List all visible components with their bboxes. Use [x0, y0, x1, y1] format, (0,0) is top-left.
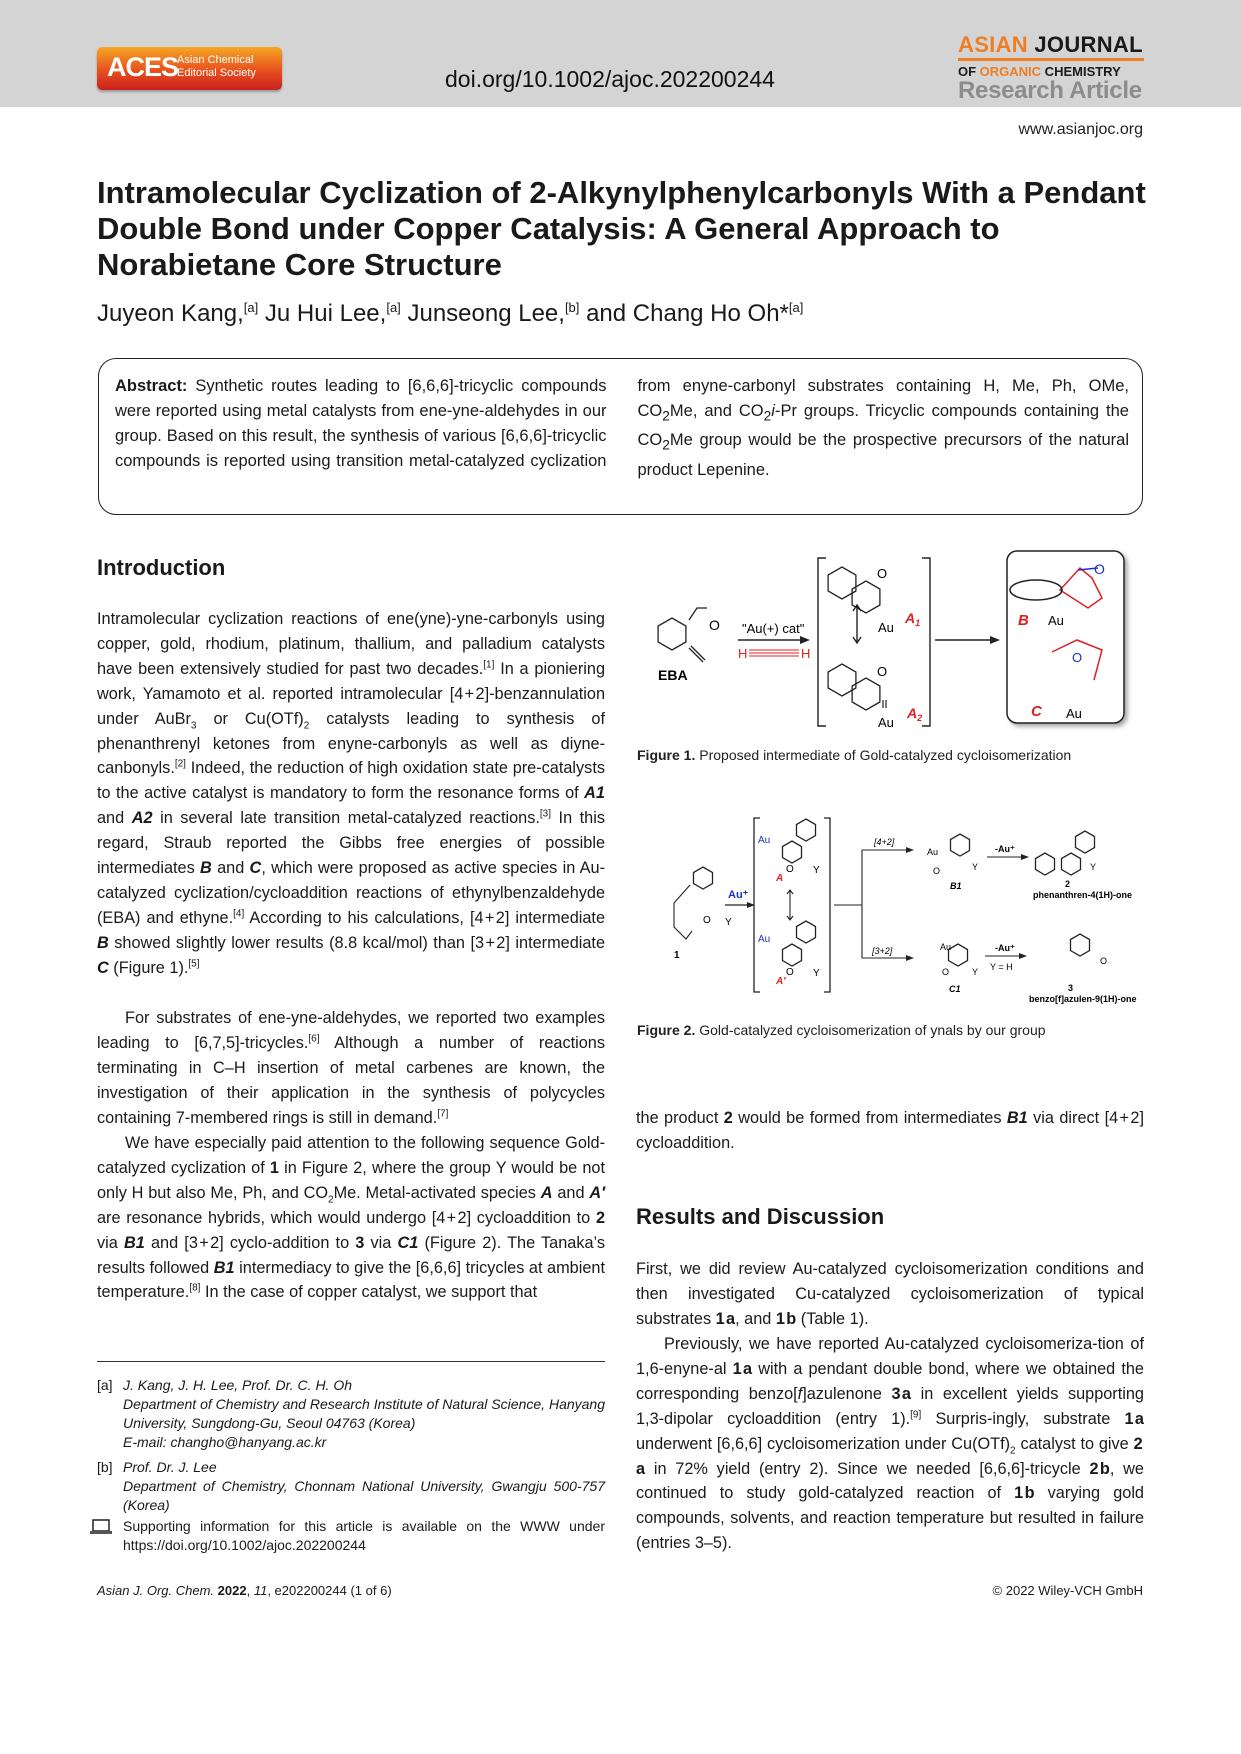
journal-logo-rule: [958, 58, 1144, 61]
a1-label: $A_1$: [905, 610, 921, 628]
footnote-a-label: [a]: [97, 1377, 113, 1393]
cmpd1-oxygen: O: [703, 915, 711, 926]
journal-logo-asian: ASIAN: [958, 32, 1028, 57]
computer-icon: [90, 1519, 112, 1534]
a-prime-y-label: Y: [813, 968, 820, 979]
resonance-arrow: [853, 605, 861, 643]
cmpd2-label: 2: [1065, 879, 1071, 889]
route-32-label: [3+2]: [872, 946, 893, 956]
cmpd2-ring-a: [1076, 831, 1095, 853]
y-equals-h-label: Y = H: [990, 962, 1013, 972]
abstract-box: [98, 358, 1143, 515]
figure-2-caption-text: Gold-catalyzed cycloisomerization of ynals by our group: [695, 1022, 1046, 1038]
cmpd3-name: benzo[f]azulen-9(1H)-one: [1029, 994, 1137, 1004]
c-gold-label: Au: [1066, 706, 1082, 721]
journal-logo-journal: JOURNAL: [1027, 32, 1143, 57]
footnote-a: J. Kang, J. H. Lee, Prof. Dr. C. H. Oh Department of Chemistry and Research Institute of Natural Science, Hanyang University, Sungdong-Gu, Seoul 04763 (Korea) E-mail: changho@hanyang.ac.kr: [123, 1377, 605, 1450]
a-prime-gold-label: Au: [758, 934, 771, 945]
b-oxygen-label: O: [1094, 561, 1105, 577]
b1-oxygen-label: O: [933, 866, 941, 876]
aces-logo-text: ACES: [107, 52, 179, 82]
gold-catalyst-label: Au⁺: [728, 889, 749, 901]
b1-benzene-ring: [951, 834, 970, 856]
footnote-b-label: [b]: [97, 1459, 113, 1475]
a-gold-label: Au: [758, 835, 771, 846]
figure-1-caption: [637, 747, 1071, 763]
alkyne-bond: [689, 646, 705, 662]
aces-logo[interactable]: [97, 47, 282, 90]
intro-paragraph-2: For substrates of ene-yne-aldehydes, we reported two examples leading to [6,7,5]-tricycles.[6] Although a number of reactions terminating in C–H insertion of metal carbenes are known, the investigation of their application in the synthesis of polycycles containing 7-membered rings is still in demand.[7]: [97, 1009, 605, 1127]
journal-logo-chemistry: CHEMISTRY: [1041, 64, 1121, 79]
gold-double-bond: [883, 700, 886, 708]
c1-label: C1: [949, 984, 961, 994]
cmpd1-chain: [674, 885, 692, 939]
results-heading: Results and Discussion: [636, 1204, 885, 1229]
a-benzene-ring: [797, 819, 816, 841]
article-title: Intramolecular Cyclization of 2-Alkynylphenylcarbonyls With a Pendant Double Bond under Copper Catalysis: A General Approach to Norabietane Core Structure: [97, 175, 1146, 282]
route-42-label: [4+2]: [874, 837, 895, 847]
eba-oxygen-label: O: [709, 617, 720, 633]
a-prime-benzene-ring: [797, 921, 816, 943]
cmpd2-y: Y: [1090, 862, 1097, 872]
minus-gold-label-1: -Au⁺: [995, 844, 1015, 854]
cmpd2-ring-c: [1036, 853, 1055, 875]
intro-paragraph-1: Intramolecular cyclization reactions of ene(yne)-yne-carbonyls using copper, gold, rhodium, platinum, thallium, and palladium catalysts have been extensively studied for past two decades.[1] In a pioniering work, Yamamoto et al. reported intramolecular [4 + 2]-benzannulation under AuBr$_3$ or $Cu(OTf)_2$ catalysts leading to synthesis of phenanthrenyl ketones from enyne-carbonyls as well as diyne-canbonyls.[2] Indeed, the reduction of high oxidation state pre-catalysts to the active catalyst is mandatory to form the resonance forms of A1 and A2 in several late transition metal-catalyzed reactions.[3] In this regard, Straub reported the Gibbs free energies of possible intermediates B and C, which were proposed as active species in Au-catalyzed cyclization/cycloaddition reactions of ethynylbenzaldehyde (EBA) and ethyne.[4] According to his calculations, [4 + 2] intermediate B showed slightly lower results (8.8 kcal/mol) than [3 + 2] intermediate C (Figure 1).[5]: [97, 610, 606, 977]
minus-gold-label-2: -Au⁺: [995, 943, 1015, 953]
resonance-arrow: [787, 890, 793, 920]
ethyne-h-left: H: [738, 646, 748, 661]
a-prime-oxygen-label: O: [786, 967, 794, 978]
footnote-divider: [97, 1361, 605, 1362]
eba-label: EBA: [658, 667, 688, 683]
b-label: B: [1018, 612, 1029, 629]
copyright-footer: © 2022 Wiley-VCH GmbH: [992, 1583, 1143, 1598]
c-oxygen-label: O: [1072, 650, 1083, 665]
supporting-information-note[interactable]: Supporting information for this article is available on the WWW under https://doi.org/10.1002/ajoc.202200244: [123, 1518, 605, 1553]
citation-footer: Asian J. Org. Chem. 2022, 11, e202200244 (1 of 6): [97, 1583, 392, 1598]
cmpd2-ring-b: [1062, 853, 1081, 875]
results-paragraph-1: First, we did review Au-catalyzed cycloisomerization conditions and then investigated Cu-catalyzed cycloisomerization of typical substrates 1 a, and 1 b (Table 1).: [636, 1260, 1144, 1328]
aces-logo-line1: Asian Chemical: [177, 54, 254, 66]
b1-label: B1: [950, 881, 962, 891]
figure-2-caption-label: Figure 2.: [637, 1022, 696, 1038]
c1-oxygen-label: O: [942, 967, 950, 977]
eba-benzene-ring: [658, 618, 686, 650]
figure-2-scheme: [640, 808, 1145, 1013]
abstract-text: Abstract: Synthetic routes leading to [6,6,6]-tricyclic compounds were reported using metal catalysts from ene-yne-aldehydes in our group. Based on this result, the synthesis of various [6,6,6]-tricyclic compounds is reported using transition metal-catalyzed cyclization from enyne-carbonyl substrates containing H, Me, Ph, OMe, $CO_2Me$, and $CO_2i-Pr$ groups. Tricyclic compounds containing the $CO_2Me$ group would be the prospective precursors of the natural product Lepenine.: [115, 377, 1129, 479]
a-label: A: [776, 873, 784, 884]
ethyne-triple-bond: [749, 650, 799, 656]
cmpd2-name: phenanthren-4(1H)-one: [1033, 890, 1132, 900]
resonance-bracket: [818, 558, 930, 726]
doi-link[interactable]: doi.org/10.1002/ajoc.202200244: [445, 66, 775, 92]
catalyst-label: "Au(+) cat": [742, 621, 805, 636]
intermediate-box: [1007, 551, 1124, 723]
a-prime-pyrylium-ring: [783, 944, 802, 966]
a1-oxygen-label: O: [877, 566, 888, 581]
b1-gold-label: Au: [927, 847, 939, 857]
arrow-head-1: [800, 636, 810, 644]
arrow-head-2: [990, 636, 1000, 644]
arrow-head-to-2: [1021, 854, 1029, 860]
aces-logo-line2: Editorial Society: [177, 67, 256, 79]
journal-website-link[interactable]: www.asianjoc.org: [1018, 121, 1143, 138]
aldehyde-bond: [689, 608, 707, 620]
a2-gold-label: Au: [878, 715, 894, 730]
intro-paragraph-3: We have especially paid attention to the following sequence Gold- catalyzed cyclization of 1 in Figure 2, where the group Y would be not only H but also Me, Ph, and $CO_2Me$. Metal-activated species A and A′ are resonance hybrids, which would undergo [4 + 2] cycloaddition to 2 via B1 and [3 + 2] cyclo-addition to 3 via C1 (Figure 2). The Tanaka’s results followed B1 intermediacy to give the [6,6,6] tricycles at ambient temperature.[8] In the case of copper catalyst, we support that: [97, 1134, 605, 1302]
cmpd1-label: 1: [674, 950, 680, 961]
results-paragraph-2: Previously, we have reported Au-catalyzed cycloisomeriza-tion of 1,6-enyne-al 1 a with a pendant double bond, where we obtained the corresponding benzo[f]azulenone 3 a in excellent yields supporting 1,3-dipolar cycloaddition (entry 1).[9] Surpris-ingly, substrate 1 a underwent [6,6,6] cycloisomerization under $Cu(OTf)_2$ catalyst to give 2 a in 72% yield (entry 2). Since we needed [6,6,6]-tricycle 2 b, we continued to study gold-catalyzed reaction of 1 b varying gold compounds, solvents, and reaction temperature but resulted in failure (entries 3–5).: [636, 1335, 1144, 1553]
c-label: C: [1031, 703, 1042, 720]
ethyne-h-right: H: [801, 646, 811, 661]
arrow-head-to-3: [1019, 953, 1027, 959]
a-oxygen-label: O: [786, 864, 794, 875]
cmpd1-y: Y: [725, 917, 732, 928]
c1-benzene-ring: [949, 944, 968, 966]
figure-1-caption-text: Proposed intermediate of Gold-catalyzed cycloisomerization: [695, 747, 1072, 763]
intro-continuation: the product 2 would be formed from intermediates B1 via direct [4 + 2] cycloaddition.: [636, 1109, 1144, 1152]
cmpd1-benzene-ring: [694, 867, 713, 889]
figure-1-scheme: [640, 545, 1145, 740]
cmpd3-oxygen: O: [1100, 956, 1108, 966]
a-y-label: Y: [813, 865, 820, 876]
arrow-head-42: [906, 847, 914, 853]
a1-gold-label: Au: [878, 620, 894, 635]
b1-y-label: Y: [972, 862, 979, 872]
c1-gold-label: Au: [940, 942, 952, 952]
author-list: Juyeon Kang,[a] Ju Hui Lee,[a] Junseong Lee,[b] and Chang Ho Oh*[a]: [97, 300, 804, 327]
journal-logo-of: OF: [958, 64, 980, 79]
cmpd3-label: 3: [1068, 983, 1074, 993]
introduction-heading: Introduction: [97, 555, 226, 580]
a2-oxygen-label: O: [877, 664, 888, 679]
article-type: Research Article: [958, 77, 1142, 104]
branch-lines: [834, 850, 908, 958]
journal-logo: [958, 33, 1144, 103]
footnote-b: Prof. Dr. J. Lee Department of Chemistry, Chonnam National University, Gwangju 500-757 (Korea): [123, 1459, 605, 1513]
cmpd3-benzene-ring: [1071, 934, 1090, 956]
journal-logo-organic: ORGANIC: [979, 64, 1042, 79]
aces-logo-subtitle: [177, 54, 256, 80]
arrow-head-32: [906, 955, 914, 961]
figure-2-caption: [637, 1022, 1046, 1038]
c1-y-label: Y: [972, 967, 979, 977]
a2-label: $A_2$: [907, 705, 923, 723]
figure-1-caption-label: Figure 1.: [637, 747, 696, 763]
a-pyrylium-ring: [783, 841, 802, 863]
a-prime-label: A′: [776, 976, 786, 987]
b-gold-label: Au: [1048, 613, 1064, 628]
